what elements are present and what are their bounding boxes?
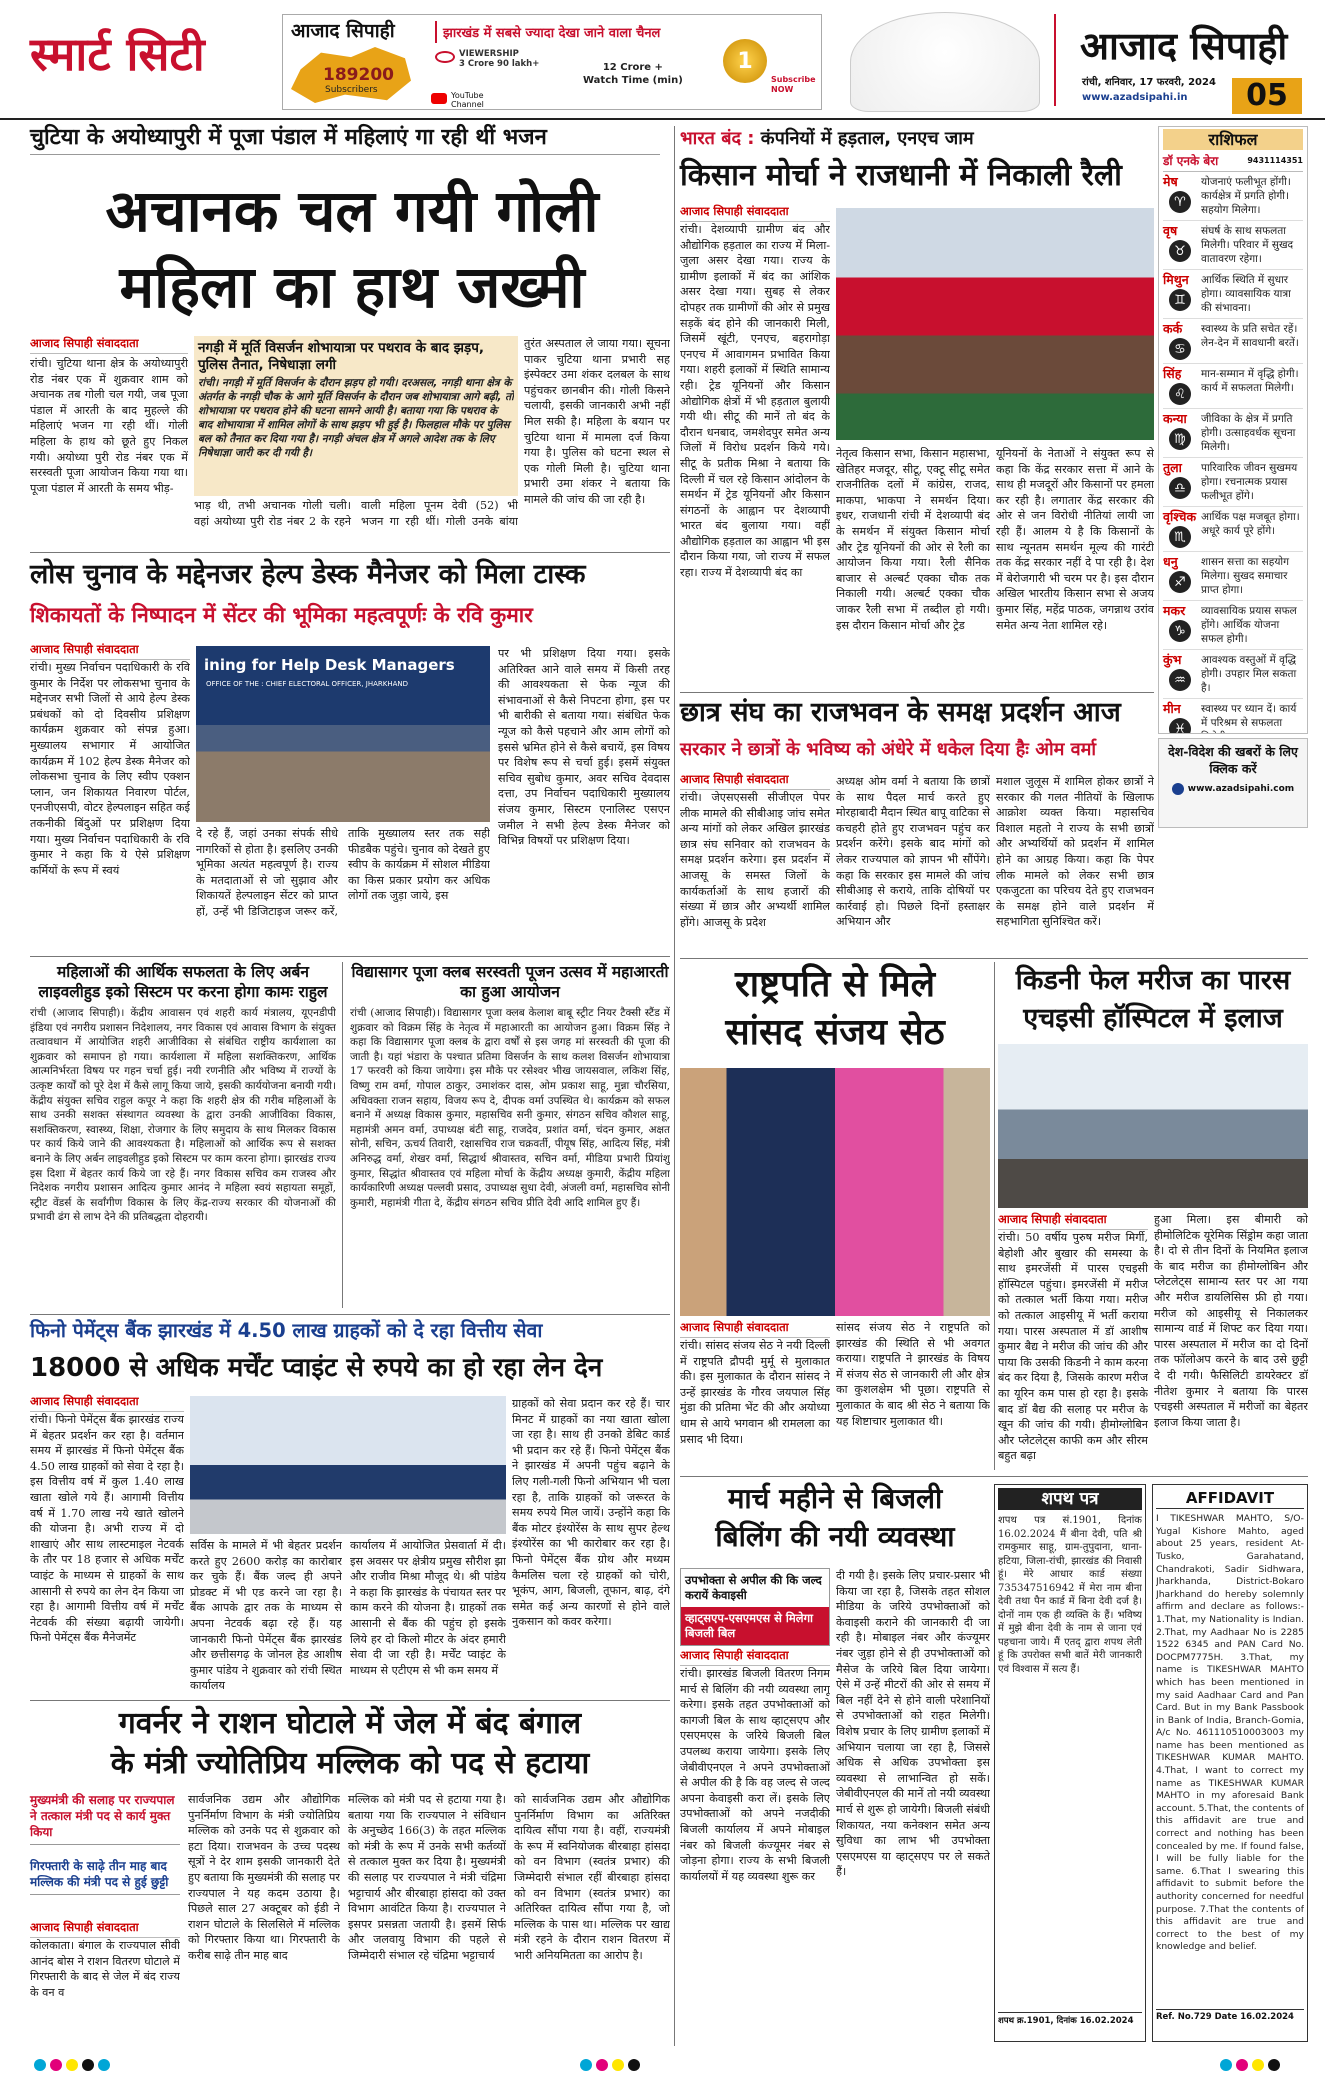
story6-byline: आजाद सिपाही संवाददाता [30,1920,180,1941]
story2-col4: पर भी प्रशिक्षण दिया गया। इसके अतिरिक्त आने वाले समय में किसी तरह की आवश्यकता से फेक न्यूज की संभावनाओं से कैसे निपटना होगा, इस पर भी बारीकी से बताया गया। संबंधित फेक न्यूज को कैसे पहचाने और आम लोगों को इससे भ्रमित होने से कैसे बचायें, इस विषय पर विशेष रूप से चर्चा हुई। इसमें संयुक्त सचिव सुबोध कुमार, अवर सचिव देवदास दत्ता, उप निर्वाचन पदाधिकारी मुख्यालय संजय कुमार, सिस्टम एनालिस्ट एसएन जमील ने सभी हेल्प डेस्क मैनेजर को विभिन्न विषयों पर प्रशिक्षण दिया। [498,647,670,848]
story5-byline: आजाद सिपाही संवाददाता [30,1394,184,1415]
story10-col1: रांची। 50 वर्षीय पुरुष मरीज मिर्गी, बेहोशी और बुखार की समस्या के साथ इमरजेंसी में पारस एचइसी हॉस्पिटल पहुंचा। इमरजेंसी में मरीज को तत्काल भर्ती किया गया। मरीज को तत्काल आइसीयू में भर्ती कराया गया। पारस अस्पताल में डॉ आशीष कुमार बैद्य ने मरीज की जांच की और पाया कि उसकी किडनी ने काम करना बंद कर दिया है, जिसके कारण मरीज का यूरिन कम पास हो रहा है। इसके बाद डॉ बैद्य की सलाह पर मरीज के खून की जांच की गयी। हीमोग्लोबिन और प्लेटलेट्स काफी कम और सीरम बहुत बढ़ा [998,1231,1148,1463]
zodiac-sign-icon: ♍ [1169,428,1191,450]
zodiac-sign-icon: ♌ [1169,383,1191,405]
story6-headline-line2: के मंत्री ज्योतिप्रिय मल्लिक को पद से हटाया [110,1746,590,1781]
photo-banner-sub: OFFICE OF THE : CHIEF ELECTORAL OFFICER, JHARKHAND [206,680,408,688]
rashifal-title: राशिफल [1163,129,1303,150]
story10-byline: आजाद सिपाही संवाददाता [998,1212,1148,1233]
story2-below-photo: दे रहे हैं, जहां उनका संपर्क सीधे नागरिकों से होता है। इसलिए उनकी भूमिका अत्यंत महत्वपूर्ण है। राज्य के मतदाताओं से जो सुझाव और शिकायतें हेल्पलाइन सेंटर को प्राप्त हों, उन्हें भी डिजिटाइज जरूर करें, ताकि मुख्यालय स्तर तक सही फीडबैक पहुंचे। चुनाव को देखते हुए स्वीप के कार्यक्रम में सोशल मीडिया का किस प्रकार प्रयोग कर अधिक लोगों तक जुड़ा जाये, इस [196,827,490,918]
shapath-patra-notice [994,1484,1146,2042]
color-registration-marks-left [34,2056,114,2075]
story8-headline: छात्र संघ का राजभवन के समक्ष प्रदर्शन आज [680,697,1121,728]
story6-col1: कोलकाता। बंगाल के राज्यपाल सीवी आनंद बोस ने राशन वितरण घोटाले में गिरफ्तारी के बाद से जेल में बंद राज्य के वन व [30,1939,180,1999]
zodiac-row [1163,409,1303,458]
story3-text: रांची (आजाद सिपाही)। केंद्रीय आवासन एवं शहरी कार्य मंत्रालय, यूएनडीपी इंडिया एवं नगरीय प्रशासन निदेशालय, नगर विकास एवं आवास विभाग के संयुक्त तत्वावधान में आयोजित शहरी आजीविका से संबंधित राष्ट्रीय कार्यशाला का शुक्रवार को समापन हो गया। कार्यशाला में महिला सशक्तिकरण, आर्थिक आत्मनिर्भरता विषय पर गहन चर्चा हुई। नयी रणनीति और भविष्य में राज्यों के उत्कृष्ट कार्यों को पूरे देश में कैसे लागू किया जाये, इसकी कार्ययोजना बनायी गयी। केंद्रीय संयुक्त सचिव राहुल कपूर ने कहा कि शहरी क्षेत्र की गरीब महिलाओं के साथ उनकी सशक्त संस्थागत व्यवस्था के द्वारा उनकी आजीविका विकास, सशक्तिकरण, स्वास्थ्य, शिक्षा, रोजगार के लिए समुदाय के साथ मिलकर विकास पर कार्य किये जाने की आवश्यकता है। महिलाओं को आर्थिक रूप से सशक्त बनाने के लिए अर्बन लाइवलीहुड इको सिस्टम पर काम करना होगा। झारखंड राज्य इस दिशा में बेहतर कार्य किये जा रहे हैं। नगर विकास सचिव कम राजस्व और निदेशक नगरीय प्रशासन आदित्य कुमार आनंद ने महिला स्वयं सहायता समूहों, स्ट्रीट वेंडर्स के सर्वांगीण विकास के लिए केंद्र-राज्य सरकार की योजनाओं की प्रभावी ढंग से लाभ देने की प्रतिबद्धता दोहरायी। [30,1007,336,1224]
story8-byline: आजाद सिपाही संवाददाता [680,772,830,793]
zodiac-name: कर्क [1163,321,1183,337]
story8-col2: अध्यक्ष ओम वर्मा ने बताया कि छात्रों के साथ पैदल मार्च करते हुए मोरहाबादी मैदान स्थित बापू वाटिका से कचहरी होते हुए राजभवन पहुंच कर प्रदर्शन करेंगे। इसके बाद मांगों को लेकर राज्यपाल को ज्ञापन भी सौंपेंगे। कहा कि सरकार इस मामले की जांच सीबीआइ से कराये, ताकि दोषियों पर कार्रवाई हो। पिछले दिनों हस्ताक्षर अभियान और [836,775,990,929]
story6-col2: सार्वजनिक उद्यम और औद्योगिक पुनर्निर्माण विभाग के मंत्री ज्योतिप्रिय मल्लिक को उनके पद से शुक्रवार को हटा दिया। राजभवन के उच्च पदस्थ सूत्रों ने देर शाम इसकी जानकारी देते हुए बताया कि मुख्यमंत्री की सलाह पर राज्यपाल ने यह कदम उठाया है। पिछले साल 27 अक्टूबर को ईडी ने राशन घोटाले के सिलसिले में मल्लिक को गिरफ्तार किया था। गिरफ्तारी के करीब साढ़े तीन माह बाद [188,1793,340,1962]
zodiac-name: तुला [1163,460,1182,476]
story5-col2: सर्विस के मामले में भी बेहतर प्रदर्शन करते हुए 2600 करोड़ का कारोबार कर चुके हैं। बैंक जल्द ही अपने प्रोडक्ट में भी एड करने जा रहा है। बैंक आपके द्वार तक के माध्यम से अपना नेटवर्क बढ़ा रहे हैं। यह जानकारी फिनो पेमेंट्स बैंक झारखंड और छत्तीसगढ़ के जोनल हेड आशीष कुमार पांडेय ने शुक्रवार को रांची स्थित कार्यालय [190,1539,342,1693]
zodiac-sign-icon: ♉ [1169,240,1191,262]
shapath-text: शपथ पत्र सं.1901, दिनांक 16.02.2024 मैं बीना देवी, पति श्री रामकुमार साहू, ग्राम-तुपुदाना, थाना-हटिया, जिला-रांची, झारखंड की निवासी हूं। मेरे आधार कार्ड संख्या 735347516942 में मेरा नाम बीना देवी तथा पैन कार्ड में बिना देवी दर्ज है। दोनों नाम एक ही व्यक्ति के हैं। भविष्य में मुझे बीना देवी के नाम से जाना एवं पहचाना जाये। मैं एतद् द्वारा शपथ लेती हूं कि उपरोक्त सभी बातें मेरी जानकारी एवं विश्वास में सत्य हैं। [998,1515,1142,1675]
promo-youtube: YouTube Channel [451,91,484,109]
masthead-rule [1054,14,1056,106]
zodiac-prediction: स्वास्थ्य के प्रति सचेत रहें। लेन-देन में सावधानी बरतें। [1201,323,1299,350]
story1-col1: रांची। चुटिया थाना क्षेत्र के अयोध्यापुरी रोड नंबर एक में शुक्रवार शाम को अचानक तब गोली चल गयी, जब पूजा पंडाल में आरती के बाद मुहल्ले की महिलाएं भजन गा रही थीं। गोली महिला के हाथ को छूते हुए निकल गयी। अयोध्या पुरी रोड नंबर एक में सरस्वती पूजा आयोजन किया गया था। पूजा पंडाल में आरती के समय भीड़- [30,357,188,495]
zodiac-sign-icon: ♓ [1169,718,1191,734]
zodiac-name: कन्या [1163,411,1187,427]
divider [30,1314,670,1315]
story5-kicker: फिनो पेमेंट्स बैंक झारखंड में 4.50 लाख ग्राहकों को दे रहा वित्तीय सेवा [30,1319,543,1342]
award-icon: 1 [723,39,767,83]
zodiac-prediction: आर्थिक पक्ष मजबूत होगा। अधूरे कार्य पूरे होंगे। [1201,511,1300,538]
zodiac-prediction: मान-सम्मान में वृद्धि होगी। कार्य में सफलता मिलेगी। [1201,368,1299,395]
story7-kicker [680,126,1150,150]
affidavit-text: I TIKESHWAR MAHTO, S/O- Yugal Kishore Mahto, aged about 25 years, resident At- Tusko, Garahatand, Chandrakoti, Sadir Sidhwara, Jharkhanda, District-Bokaro Jharkhand do hereby solemnly affirm and declare as follows:- 1.That, my Nationality is Indian. 2.That, my Aadhaar No is 2285 1522 6345 and PAN Card No. DOCPM7775H. 3.That, my name is TIKESHWAR MAHTO which has been mentioned in my said Aadhaar Card and Pan Card. But in my Bank Passbook in Bank of India, Branch-Gomia, A/c No. 461110510003003 my name has been mentioned as TIKESHWAR KUMAR MAHTO. 4.That, I want to correct my name as TIKESHWAR KUMAR MAHTO in my aforesaid Bank account. 5.That, the contents of this affidavit are true and correct and nothing has been concealed by me. If found false, I will be fully liable for the same. 6.That I swearing this affidavit to submit before the authority concerned for needful purpose. 7.That the contents of this affidavit are true and correct to the best of my knowledge and belief. [1156,1513,1304,1953]
promo-subscribers-label: Subscribers [325,85,378,95]
story10-headline-line2: एचइसी हॉस्पिटल में इलाज [1023,1003,1283,1034]
zodiac-prediction: जीविका के क्षेत्र में प्रगति होगी। उत्साहवर्धक सूचना मिलेगी। [1201,413,1296,454]
affidavit-notice [1152,1484,1308,2042]
zodiac-prediction: आर्थिक स्थिति में सुधार होगा। व्यावसायिक यात्रा की संभावना। [1201,274,1291,315]
zodiac-row [1163,319,1303,364]
divider [30,1700,670,1701]
zodiac-row [1163,364,1303,409]
story11-byline: आजाद सिपाही संवाददाता [680,1648,830,1669]
story2-subheadline: शिकायतों के निष्पादन में सेंटर की भूमिका महत्वपूर्णः के रवि कुमार [30,603,533,627]
divider [994,962,995,1470]
color-registration-marks-right [1220,2056,1284,2075]
zodiac-name: मिथुन [1163,272,1189,288]
story2-col1: रांची। मुख्य निर्वाचन पदाधिकारी के रवि कुमार के निर्देश पर लोकसभा चुनाव के मद्देनजर सभी जिलों से आये हेल्प डेस्क प्रबंधकों को दो दिवसीय प्रशिक्षण कार्यक्रम शुक्रवार को संपन्न हुआ। मुख्यालय सभागार में आयोजित कार्यक्रम में 102 हेल्प डेस्क मैनेजर को लोकसभा चुनाव के लिए स्वीप एक्शन प्लान, जन शिकायत निवारण पोर्टल, एनजीएसपी, वोटर हेल्पलाइन सहित कई तकनीकी बिंदुओं पर प्रशिक्षण दिया गया। मुख्य निर्वाचन पदाधिकारी के रवि कुमार ने कहा कि ये ऐसे प्रशिक्षण कर्मियों के रूप में स्वयं [30,661,190,877]
story1-headline-line1: अचानक चल गयी गोली [105,177,599,245]
zodiac-sign-icon: ♒ [1169,669,1191,691]
promo-subscribers-count: 189200 [323,65,394,85]
story7-photo [836,208,1154,440]
zodiac-sign-icon: ♑ [1169,620,1191,642]
story6-col4: को सार्वजनिक उद्यम और औद्योगिक पुनर्निर्माण विभाग का अतिरिक्त दायित्व सौंपा गया है। वहीं, राज्यमंत्री के रूप में स्वनियोजक बीरबाहा हांसदा को वन विभाग (स्वतंत्र प्रभार) की जिम्मेदारी संभाल रहीं बीरबाहा हांसदा को वन विभाग (स्वतंत्र प्रभार) का अतिरिक्त दायित्व सौंपा गया है, जो मल्लिक के पास था। मल्लिक पर खाद्य मंत्री रहने के दौरान राशन वितरण में भारी अनियमितता का आरोप है। [514,1793,670,1962]
story1-kicker: चुटिया के अयोध्यापुरी में पूजा पंडाल में महिलाएं गा रही थीं भजन [30,126,660,155]
news-promo-box[interactable] [1158,738,1308,828]
story2-photo [196,646,490,822]
youtube-promo-box[interactable] [282,14,822,110]
story7-headline: किसान मोर्चा ने राजधानी में निकाली रैली [680,158,1122,193]
pen-nib-icon [850,12,1040,112]
zodiac-name: मेष [1163,174,1178,190]
story5-col1: रांची। फिनो पेमेंट्स बैंक झारखंड राज्य में बेहतर प्रदर्शन कर रहा है। वर्तमान समय में झारखंड में फिनो पेमेंट्स बैंक 4.50 लाख ग्राहकों को सेवा दे रहा है। इस वित्तीय वर्ष में कुल 1.40 लाख खाता खोले गये हैं। आगामी वित्तीय वर्ष में 1.70 लाख नये खाते खोलने की योजना है। अभी राज्य में दो शाखाएं और साथ लास्टमाइल नेटवर्क के तौर पर 18 हजार से अधिक मर्चेंट प्वाइंट के माध्यम से ग्राहकों के साथ आसानी से रुपये का लेन देन किया जा रहा है। आगामी वित्तीय वर्ष में मर्चेंट नेटवर्क की संख्या बढ़ायी जायेगी। फिनो पेमेंट्स बैंक मैनेजमेंट [30,1413,184,1645]
story5-headline: 18000 से अधिक मर्चेंट प्वाइंट से रुपये का हो रहा लेन देन [30,1353,603,1383]
story8-subheadline: सरकार ने छात्रों के भविष्य को अंधेरे में धकेल दिया हैः ओम वर्मा [680,739,1097,760]
story4-headline: विद्यासागर पूजा क्लब सरस्वती पूजन उत्सव में महाआरती का हुआ आयोजन [351,963,669,1001]
story7-col1: रांची। देशव्यापी ग्रामीण बंद और औद्योगिक हड़ताल का राज्य में मिला-जुला असर देखा गया। राज्य के ग्रामीण इलाकों में बंद का आंशिक असर देखा गया। सुबह से लेकर दोपहर तक ग्रामीणों की ओर से प्रमुख सड़कें बंद होने की जानकारी मिली, जिसमें खूंटी, एनएच, बहरागोड़ा एनएच में आवागमन प्रभावित किया गया। शहरी इलाकों में स्थिति सामान्य रही। ट्रेड यूनियनों और किसान ओद्योगिक क्षेत्रों में भी हड़ताल बुलायी गयी थी। सीटू की मानें तो बंद के दौरान धनबाद, जमशेदपुर समेत अन्य जिलों में विरोध प्रदर्शन किये गये। सीटू के प्रतीक मिश्रा ने बताया कि दिल्ली में चल रहे किसान आंदोलन के समर्थन में ट्रेड यूनियनों और किसान संगठनों के आह्वान पर देशव्यापी भारत बंद बुलाया गया। वहीं औद्योगिक हड़ताल का आह्वान भी इस दौरान किया गया, जो राज्य में सफल रहा। राज्य में देशव्यापी बंद का [680,223,830,580]
rashifal-panel [1158,126,1308,734]
zodiac-sign-icon: ♎ [1169,477,1191,499]
eye-icon [435,51,455,63]
story10-col2: हुआ मिला। इस बीमारी को हीमोलिटिक यूरेमिक सिंड्रोम कहा जाता है। दो से तीन दिनों के नियमित इलाज के बाद मरीज का हीमोग्लोबिन और प्लेटलेट्स सामान्य स्तर पर आ गया और मरीज डायलिसिस फ्री हो गया। मरीज को आइसीयू से निकालकर सामान्य वार्ड में शिफ्ट कर दिया गया। पारस अस्पताल में मरीज का दो दिनों तक फॉलोअप करने के बाद उसे छुट्टी दे दी गयी। फैसिलिटी डायरेक्टर डॉ नीतेश कुमार ने बताया कि पारस एचइसी अस्पताल में मरीजों का बेहतर इलाज किया जाता है। [1154,1213,1308,1429]
zodiac-row [1163,172,1303,221]
zodiac-name: कुंभ [1163,652,1182,668]
story1-inset-box [194,336,518,496]
zodiac-name: सिंह [1163,366,1182,382]
story9-col1: रांची। सांसद संजय सेठ ने नयी दिल्ली में राष्ट्रपति द्रौपदी मुर्मू से मुलाकात की। इस मुलाकात के दौरान सांसद ने उन्हें झारखंड के गौरव जयपाल सिंह मुंडा की प्रतिमा भेंट की और अयोध्या धाम से आये भगवान श्री रामलला का प्रसाद भी दिया। [680,1339,830,1446]
story5-col4: ग्राहकों को सेवा प्रदान कर रहे हैं। चार मिनट में ग्राहकों का नया खाता खोला जा रहा है। साथ ही उनको डेबिट कार्ड भी प्रदान कर रहे हैं। फिनो पेमेंट्स बैंक ने झारखंड में अपनी पहुंच बढ़ाने के लिए गली-गली फिनो अभियान भी चला रहा है, ताकि ग्राहकों को जरूरत के समय रुपये मिल जायें। उन्होंने कहा कि बैंक मोटर इंश्योरेंस के साथ सुपर हेल्थ इंश्योरेंस का भी कारोबार कर रहा है। फिनो पेमेंट्स बैंक ग्रोथ और मध्यम कैमलिस चला रहे ग्राहकों को चोरी, भूकंप, आग, बिजली, तूफान, बाढ़, दंगे समेत कई अन्य कारणों से होने वाले नुकसान को कवर करेगा। [512,1397,670,1629]
story1-inset-title: नगड़ी में मूर्ति विसर्जन शोभायात्रा पर पथराव के बाद झड़प, पुलिस तैनात, निषेधाज्ञा लगी [198,340,484,373]
story5-photo [190,1396,506,1534]
story9-photo [680,1068,990,1316]
story3-headline: महिलाओं की आर्थिक सफलता के लिए अर्बन लाइवलीहुड इको सिस्टम पर करना होगा कामः राहुल [38,963,328,1001]
news-promo-url[interactable]: www.azadsipahi.com [1187,784,1295,794]
story11-box1: उपभोक्ता से अपील की कि जल्द करायें केवाइसी [685,1573,822,1602]
divider [680,1476,1308,1477]
promo-tagline: झारखंड में सबसे ज्यादा देखा जाने वाला चैनल [443,26,661,41]
story9-headline-line1: राष्ट्रपति से मिले [734,964,936,1005]
divider [30,552,670,553]
affidavit-title: AFFIDAVIT [1156,1488,1304,1509]
divider [680,958,1308,959]
photo-banner: ining for Help Desk Managers [204,656,455,674]
story10-photo [998,1044,1308,1208]
zodiac-sign-icon: ♊ [1169,289,1191,311]
color-registration-marks-center [580,2056,644,2075]
news-promo-text: देश-विदेश की खबरों के लिए क्लिक करें [1168,744,1298,776]
story4-text: रांची (आजाद सिपाही)। विद्यासागर पूजा क्लब केलाश बाबू स्ट्रीट नियर टैक्सी स्टैंड में शुक्रवार को विक्रम सिंह के नेतृत्व में महाआरती का आयोजन हुआ। विक्रम सिंह ने कहा कि विद्यासागर पूजा क्लब के द्वारा वर्षों से इस जगह मां सरस्वती की पूजा की जाती है। यहां भंडारा के पश्चात प्रतिमा विसर्जन के साथ कलश विसर्जन शोभायात्रा 17 फरवरी को किया जायेगा। इस मौके पर रसेश्वर भीख जायसवाल, लकिश सिंह, विष्णु राम वर्मा, गोपाल ठाकुर, उमाशंकर दास, ओम प्रकाश साहू, मुन्ना चौरसिया, अधिवक्ता राजन सहाय, विजय रूप दे, दीपक वर्मा उपस्थित थे। कार्यक्रम को सफल बनाने में अध्यक्ष विकास कुमार, महासचिव सनी कुमार, संगठन सचिव कौशल साहू, महामंत्री अमन वर्मा, उपाध्यक्ष बंटी साहू, राजदेव, प्रशांत वर्मा, चंदन कुमार, अक्षत सोनी, सचिन, ऊचर्य तिवारी, रक्षासचिव राज चक्रवर्ती, पीयूष सिंह, आदित्य सिंह, मंत्री अनिरुद्ध वर्मा, शेखर वर्मा, सिद्धार्थ श्रीवास्तव, सचिन वर्मा, मीडिया प्रभारी प्रियांशु कुमार, सिद्धांत श्रीवास्तव एवं महिला मोर्चा के केंद्रीय अध्यक्ष कुमारी, केंद्रीय महिला कार्यकारिणी अध्यक्ष पल्लवी प्रसाद, उपाध्यक्ष सुधा देवी, अंजली वर्मा, महासचिव सोनी कुमारी, महामंत्री गीता दे, केंद्रीय संगठन सचिव प्रीति देवी आदि शामिल हुए हैं। [350,1007,670,1209]
story11-col1: रांची। झारखंड बिजली वितरण निगम मार्च से बिलिंग की नयी व्यवस्था लागू करेगा। इसके तहत उपभोक्ताओं को कागजी बिल के साथ व्हाट्सएप और एसएमएस के जरिये बिजली बिल उपलब्ध कराया जायेगा। इसके लिए जेबीवीएनएल ने अपने उपभोक्ताओं से अपील की है कि वह जल्द से जल्द अपना केवाइसी करा लें। इसके लिए उपभोक्ताओं को अपने नजदीकी बिजली कार्यालय में अपने मोबाइल नंबर को बिजली कंज्यूमर नंबर से जोड़ना होगा। राज्य के सभी बिजली कार्यालयों में यह व्यवस्था शुरू कर [680,1667,830,1883]
story1-col3: तुरंत अस्पताल ले जाया गया। सूचना पाकर चुटिया थाना प्रभारी सह इंस्पेक्टर उमा शंकर दलबल के साथ पहुंचकर छानबीन की। गोली किसने चलायी, इसकी जानकारी अभी नहीं मिल सकी है। महिला के बयान पर चुटिया थाना में मामला दर्ज किया गया है। पुलिस को घटना स्थल से एक गोली मिली है। चुटिया थाना प्रभारी उमा शंकर ने बताया कि मामले की जांच की जा रही है। [524,337,670,506]
zodiac-row [1163,221,1303,270]
shapath-footer: शपथ क्र.1901, दिनांक 16.02.2024 [998,2012,1142,2026]
zodiac-sign-icon: ♐ [1169,571,1191,593]
story1-byline: आजाद सिपाही संवाददाता [30,336,188,357]
story2-byline: आजाद सिपाही संवाददाता [30,642,190,663]
story9-byline: आजाद सिपाही संवाददाता [680,1320,830,1341]
story7-col2: नेतृत्व किसान सभा, किसान महासभा, खेतिहर मजदूर, सीटू, एक्टू सीटू समेत राजनीतिक दलों में कांग्रेस, राजद, माकपा, भाकपा ने समर्थन दिया। इधर, राजधानी रांची में देशव्यापी बंद के समर्थन में संयुक्त किसान मोर्चा और ट्रेड यूनियनों की ओर से रैली का आयोजन किया गया। रैली सैनिक बाजार से अल्बर्ट एक्का चौक तक निकाली गयी। अल्बर्ट एक्का चौक जाकर रैली सभा में तब्दील हो गयी। इस दौरान किसान मोर्चा और ट्रेड [836,447,990,632]
zodiac-prediction: संघर्ष के साथ सफलता मिलेगी। परिवार में सुखद वातावरण रहेगा। [1201,225,1294,266]
story6-headline-line1: गवर्नर ने राशन घोटाले में जेल में बंद बंगाल [118,1706,582,1741]
story2-headline: लोस चुनाव के मद्देनजर हेल्प डेस्क मैनेजर को मिला टास्क [30,559,586,590]
zodiac-name: वृष [1163,223,1178,239]
zodiac-list [1163,172,1303,734]
subscribe-button[interactable]: Subscribe NOW [771,75,816,94]
zodiac-row [1163,650,1303,699]
zodiac-name: धनु [1163,554,1178,570]
story7-kicker-text: कंपनियों में हड़ताल, एनएच जाम [760,128,974,149]
zodiac-prediction: शासन सत्ता का सहयोग मिलेगा। सुखद समाचार प्राप्त होगा। [1201,556,1290,597]
youtube-icon [431,93,447,104]
story7-kicker-label: भारत बंद : [680,128,755,149]
story1-headline-line2: महिला का हाथ जख्मी [119,253,585,321]
zodiac-name: मकर [1163,603,1186,619]
promo-divider [435,21,437,43]
dateline: रांची, शनिवार, 17 फरवरी, 2024 [1082,77,1216,88]
promo-viewership: VIEWERSHIP 3 Crore 90 lakh+ [459,49,540,69]
page-number: 05 [1232,78,1302,114]
divider [342,962,343,1308]
zodiac-prediction: व्यावसायिक प्रयास सफल होंगे। आर्थिक योजना सफल होगी। [1201,605,1297,646]
paper-name: आजाद सिपाही [1080,24,1288,68]
zodiac-sign-icon: ♈ [1169,191,1191,213]
story6-col3: मल्लिक को मंत्री पद से हटाया गया है। बताया गया कि राज्यपाल ने संविधान के अनुच्छेद 166(3) के तहत मल्लिक को मंत्री के रूप में उनके सभी कर्तव्यों से तत्काल मुक्त कर दिया है। मुख्यमंत्री की सलाह पर राज्यपाल ने मंत्री चंद्रिमा भट्टाचार्य और बीरबाहा हांसदा को उक्त विभाग आवंटित किया है। राज्यपाल ने इसपर प्रसन्नता जतायी है। इसमें सिर्फ और जलवायु विभाग की पहले से जिम्मेदारी संभाल रहे चंद्रिमा भट्टाचार्य [348,1793,506,1962]
globe-icon [1172,783,1184,795]
story11-headline-line1: मार्च महीने से बिजली [727,1482,943,1515]
zodiac-prediction: योजनाएं फलीभूत होंगी। कार्यक्षेत्र में प्रगति होगी। सहयोग मिलेगा। [1201,176,1291,217]
affidavit-footer: Ref. No.729 Date 16.02.2024 [1156,2009,1304,2022]
astrologer-phone: 9431114351 [1247,156,1303,166]
story1-inset-text: रांची। नगड़ी में मूर्ति विसर्जन के दौरान झड़प हो गयी। दरअसल, नगड़ी थाना क्षेत्र के अंतर्गत के नगड़ी चौक के आगे मूर्ति विसर्जन के दौरान जब शोभायात्रा आगे बढ़ी, तो शोभायात्रा पर पथराव होने की घटना सामने आयी है। बताया गया कि पथराव के बाद शोभायात्रा में शामिल लोगों के साथ झड़प भी हुई है। फिलहाल मौके पर पुलिस बल को तैनात कर दिया गया है। नगड़ी अंचल क्षेत्र में अगले आदेश तक के लिए निषेधाज्ञा जारी कर दी गयी है। [198,377,514,459]
story9-headline-line2: सांसद संजय सेठ [725,1012,945,1053]
astrologer-name: डॉ एनके बेरा [1163,154,1219,169]
masthead [0,0,1325,120]
zodiac-sign-icon: ♏ [1169,526,1191,548]
story11-box2: व्हाट्सएप-एसएमएस से मिलेगा बिजली बिल [681,1607,829,1645]
shapath-title: शपथ पत्र [998,1488,1142,1510]
zodiac-prediction: पारिवारिक जीवन सुखमय होगा। रचनात्मक प्रयास फलीभूत होंगे। [1201,462,1298,503]
promo-brand: आजाद सिपाही [291,20,395,42]
zodiac-row [1163,507,1303,552]
zodiac-row [1163,552,1303,601]
story6-box2: गिरफ्तारी के साढ़े तीन माह बाद मल्लिक की मंत्री पद से हुई छुट्टी [30,1858,180,1895]
story11-headline-line2: बिलिंग की नयी व्यवस्था [715,1520,955,1553]
story9-col2: सांसद संजय सेठ ने राष्ट्रपति को झारखंड की स्थिति से भी अवगत कराया। राष्ट्रपति ने झारखंड के विषय में संजय सेठ से जानकारी ली और क्षेत्र का कुशलक्षेम भी पूछा। राष्ट्रपति से मुलाकात के बाद श्री सेठ ने बताया कि यह शिष्टाचार मुलाकात थी। [836,1321,990,1428]
zodiac-name: वृश्चिक [1163,509,1197,525]
divider [680,692,1154,693]
zodiac-row [1163,699,1303,734]
story11-box [680,1568,830,1646]
zodiac-prediction: स्वास्थ्य पर ध्यान दें। कार्य में परिश्रम से सफलता [1201,703,1297,730]
website-link[interactable]: www.azadsipahi.in [1082,92,1188,103]
zodiac-row [1163,601,1303,650]
divider [30,956,670,957]
story10-headline-line1: किडनी फेल मरीज का पारस [1015,965,1291,996]
story8-col3: मशाल जुलूस में शामिल होकर छात्रों ने सरकार की गलत नीतियों के खिलाफ आक्रोश व्यक्त किया। महासचिव विशाल महतो ने राज्य के सभी छात्रों और अभ्यर्थियों को प्रदर्शन में शामिल होने का आग्रह किया। कहा कि पेपर लीक मामले को लेकर सभी छात्र एकजुटता का परिचय देते हुए राजभवन के समक्ष होने वाले प्रदर्शन में सहभागिता सुनिश्चित करें। [996,775,1154,929]
promo-watchtime: 12 Crore + Watch Time (min) [583,62,683,86]
story5-col3: कार्यालय में आयोजित प्रेसवार्ता में दी। इस अवसर पर क्षेत्रीय प्रमुख सौरीश झा और राजीव मिश्रा मौजूद थे। श्री पांडेय ने कहा कि झारखंड के पंचायत स्तर पर काम करने की योजना है। ग्राहकों तक आसानी से बैंक की पहुंच हो इसके लिये हर दो किलो मीटर के अंदर हमारी सेवा दी जा रही है। मर्चेंट प्वाइंट के माध्यम से एटीएम से भी कम समय में [350,1539,506,1677]
zodiac-row [1163,458,1303,507]
zodiac-row [1163,270,1303,319]
section-title: स्मार्ट सिटी [30,27,205,81]
story6-box1: मुख्यमंत्री की सलाह पर राज्यपाल ने तत्काल मंत्री पद से कार्य मुक्त किया [30,1792,180,1845]
story1-col2-bottom: भाड़ थी, तभी अचानक गोली चली। वहां अयोध्या पुरी रोड नंबर 2 के रहने वाली महिला पूनम देवी (52) भी भजन गा रही थीं। गोली उनके बांया [194,499,518,528]
story8-col1: रांची। जेएसएससी सीजीएल पेपर लीक मामले की सीबीआइ जांच समेत अन्य मांगों को लेकर अखिल झारखंड छात्र संघ सनिवार को राजभवन के समक्ष प्रदर्शन करेगा। इस प्रदर्शन में आजसू के समस्त जिलों के कार्यकर्ताओं के साथ हजारों की संख्या में छात्र और अभ्यर्थी शामिल होंगे। आजसू के प्रदेश [680,791,830,929]
zodiac-sign-icon: ♋ [1169,338,1191,360]
story11-col2: दी गयी है। इसके लिए प्रचार-प्रसार भी किया जा रहा है, जिसके तहत सोशल मीडिया के जरिये उपभोक्ताओं को केवाइसी कराने की जानकारी दी जा रही है। मोबाइल नंबर और कंज्यूमर नंबर जुड़ा होने से ही उपभोक्ताओं को मैसेज के जरिये बिल दिया जायेगा। ऐसे में उन्हें मीटरों की ओर से समय में बिल नहीं देने से होने वाली परेशानियों से उपभोक्ताओं को राहत मिलेगी। विशेष प्रचार के लिए ग्रामीण इलाकों में अभियान चलाया जा रहा है, जिससे अधिक से अधिक उपभोक्ता इस व्यवस्था से लाभान्वित हो सकें। जेबीवीएनएल की मानें तो नयी व्यवस्था मार्च से शुरू हो जायेगी। बिजली संबंधी शिकायत, नया कनेक्शन समेत अन्य सुविधा का लाभ भी उपभोक्ता एसएमएस या व्हाट्सएप पर ले सकते हैं। [836,1569,990,1879]
story7-byline: आजाद सिपाही संवाददाता [680,204,830,225]
zodiac-prediction: आवश्यक वस्तुओं में वृद्धि होगी। उपहार मिल सकता है। [1201,654,1297,695]
story7-col3: यूनियनों के नेताओं ने संयुक्त रूप से कहा कि केंद्र सरकार सत्ता में आने के साथ ही मजदूरों और किसानों पर हमला कर रही है। लगातार केंद्र सरकार की ओर से जन विरोधी नीतियां लायी जा रही हैं। आलम ये है कि किसानों के साथ न्यूनतम समर्थन मूल्य की गारंटी तक केंद्र सरकार नहीं दे पा रही है। देश में बेरोजगारी भी चरम पर है। इस दौरान अखिल भारतीय किसान सभा से अजय कुमार सिंह, महेंद्र पाठक, जगन्नाथ उरांव समेत अन्य नेता शामिल रहे। [996,447,1154,632]
zodiac-name: मीन [1163,701,1181,717]
divider [674,126,675,2046]
